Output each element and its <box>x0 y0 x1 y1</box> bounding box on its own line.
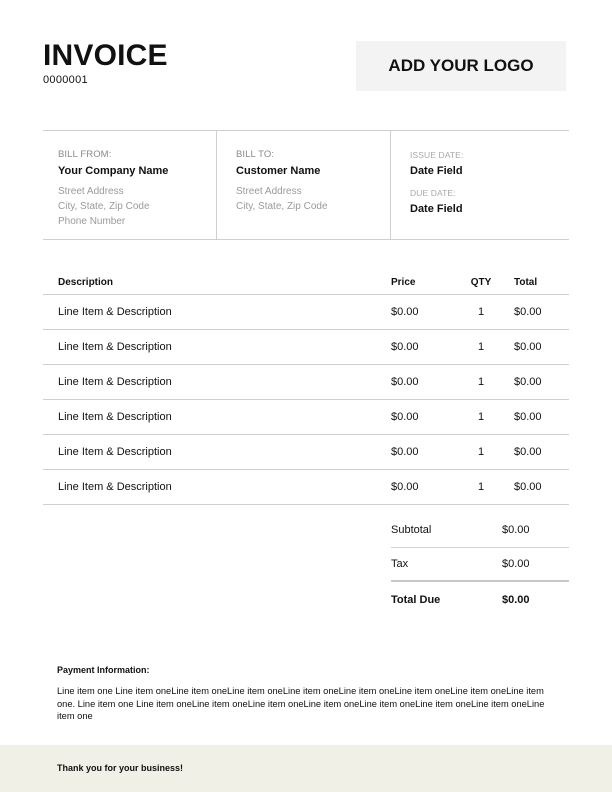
table-row <box>43 435 569 470</box>
subtotal-row <box>391 513 569 548</box>
tax-label: Tax <box>391 558 409 570</box>
row-price: $0.00 <box>391 376 419 388</box>
total-due-value: $0.00 <box>502 594 530 606</box>
row-total: $0.00 <box>514 446 542 458</box>
row-price: $0.00 <box>391 306 419 318</box>
row-description: Line Item & Description <box>58 376 172 388</box>
row-qty: 1 <box>477 446 485 458</box>
total-due-row <box>391 582 569 618</box>
row-price: $0.00 <box>391 446 419 458</box>
row-total: $0.00 <box>514 481 542 493</box>
header-price: Price <box>391 276 416 288</box>
logo-placeholder[interactable]: ADD YOUR LOGO <box>356 41 566 91</box>
row-total: $0.00 <box>514 376 542 388</box>
payment-info-section <box>57 665 557 723</box>
table-row <box>43 295 569 330</box>
customer-city: City, State, Zip Code <box>236 201 328 212</box>
bill-from-block <box>43 131 217 239</box>
row-qty: 1 <box>477 306 485 318</box>
dates-block <box>391 131 569 239</box>
row-description: Line Item & Description <box>58 306 172 318</box>
billing-info-section <box>43 130 569 240</box>
row-description: Line Item & Description <box>58 341 172 353</box>
row-description: Line Item & Description <box>58 446 172 458</box>
company-street: Street Address <box>58 186 124 197</box>
bill-to-block <box>217 131 391 239</box>
row-price: $0.00 <box>391 411 419 423</box>
customer-street: Street Address <box>236 186 302 197</box>
company-name: Your Company Name <box>58 165 169 177</box>
total-due-label: Total Due <box>391 594 441 606</box>
header-total: Total <box>514 276 538 288</box>
totals-section <box>391 513 569 618</box>
row-price: $0.00 <box>391 481 419 493</box>
thank-you-message: Thank you for your business! <box>57 763 184 773</box>
subtotal-label: Subtotal <box>391 524 432 536</box>
line-items-table <box>43 270 569 505</box>
table-row <box>43 400 569 435</box>
row-qty: 1 <box>477 341 485 353</box>
row-description: Line Item & Description <box>58 481 172 493</box>
tax-value: $0.00 <box>502 558 530 570</box>
row-qty: 1 <box>477 481 485 493</box>
due-date-label: DUE DATE: <box>410 188 456 198</box>
row-qty: 1 <box>477 376 485 388</box>
invoice-title: INVOICE <box>43 39 168 72</box>
invoice-number: 0000001 <box>43 74 88 86</box>
header-description: Description <box>58 276 114 288</box>
table-row <box>43 365 569 400</box>
company-phone: Phone Number <box>58 216 126 227</box>
tax-row <box>391 548 569 582</box>
row-total: $0.00 <box>514 341 542 353</box>
payment-info-title: Payment Information: <box>57 665 150 675</box>
table-row <box>43 470 569 505</box>
table-row <box>43 330 569 365</box>
issue-date-value: Date Field <box>410 165 463 177</box>
row-total: $0.00 <box>514 411 542 423</box>
row-total: $0.00 <box>514 306 542 318</box>
header-qty: QTY <box>470 276 492 288</box>
payment-info-text: Line item one Line item oneLine item oneLine item oneLine item oneLine item oneLine item oneLine item oneLine item one. Line item one Line item oneLine item oneLine item oneLine item oneLine item oneLine item oneLine item oneLine item one <box>57 686 545 721</box>
subtotal-value: $0.00 <box>502 524 530 536</box>
issue-date-label: ISSUE DATE: <box>410 150 464 160</box>
bill-to-label: BILL TO: <box>236 149 275 160</box>
table-header-row <box>43 270 569 295</box>
row-qty: 1 <box>477 411 485 423</box>
bill-from-label: BILL FROM: <box>58 149 112 160</box>
customer-name: Customer Name <box>236 165 321 177</box>
company-city: City, State, Zip Code <box>58 201 150 212</box>
row-price: $0.00 <box>391 341 419 353</box>
footer-band <box>0 745 612 792</box>
due-date-value: Date Field <box>410 203 463 215</box>
row-description: Line Item & Description <box>58 411 172 423</box>
